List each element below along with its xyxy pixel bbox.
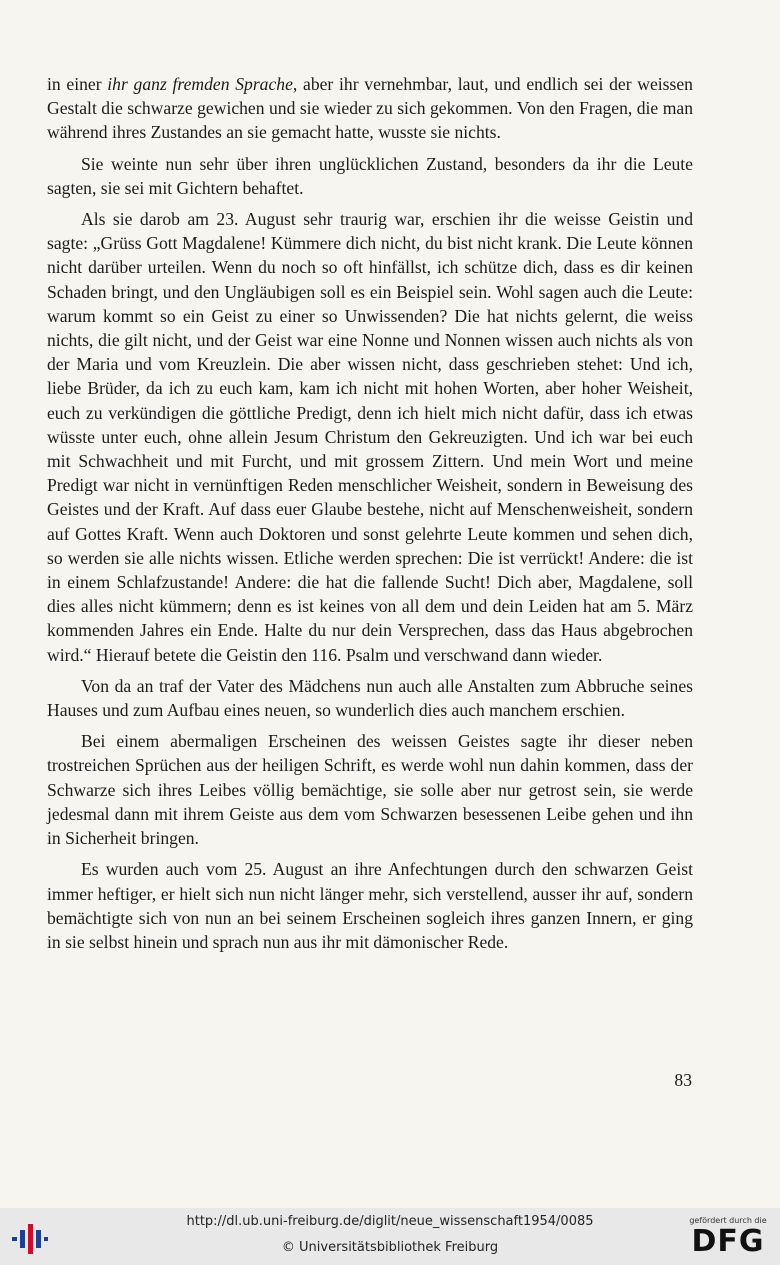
body-text [47,72,693,961]
dfg-logo [686,1216,770,1262]
paragraph-4: Von da an traf der Vater des Mädchens nun auch alle Anstalten zum Abbruche seines Hauses und zum Aufbau eines neuen, so wunderlich dies auch manchem erschien. [47,675,693,721]
copyright-text: © Universitätsbibliothek Freiburg [281,1240,499,1255]
paragraph-2: Sie weinte nun sehr über ihren unglücklichen Zustand, besonders da ihr die Leute sagten, sie sei mit Gichtern behaftet. [47,153,693,198]
paragraph-1: in einer ihr ganz fremden Sprache, aber ihr vernehmbar, laut, und endlich sei der weissen Gestalt die schwarze gewichen und sie wieder zu sich gekommen. Von den Fragen, die man während ihres Zustandes an sie gemacht hatte, wusste sie nichts. [47,74,693,143]
paragraph-5: Bei einem abermaligen Erscheinen des weissen Geistes sagte ihr dieser neben trostreichen Sprüchen aus der heiligen Schrift, es werde wohl nun dahin kommen, dass der Schwarze sich ihres Leibes völlig bemächtige, sie solle aber nur getrost sein, sie werde jedesmal dann mit ihrem Geiste aus dem vom Schwarzen besessenen Leibe gehen und ihn in Sicherheit bringen. [47,731,693,849]
footer-bar [0,1208,780,1265]
paragraph-3: Als sie darob am 23. August sehr traurig war, erschien ihr die weisse Geistin und sagte: „Grüss Gott Magdalene! Kümmere dich nicht, du bist nicht krank. Die Leute können nicht darüber urteilen. Wenn du noch so oft hinfällst, ich schütze dich, dass es dir keinen Schaden bringt, und den Ungläubigen soll es ein Beispiel sein. Wohl sagen auch die Leute: warum kommt so ein Geist zu einer so Unwissenden? Die hat nichts gelernt, die weiss nichts, die gilt nicht, und der Geist war eine Nonne und Nonnen wissen auch nichts als von der Maria und vom Kreuzlein. Die aber wissen nicht, dass geschrieben stehet: Und ich, liebe Brüder, da ich zu euch kam, kam ich nicht mit hohen Worten, aber hoher Weisheit, euch zu verkündigen die göttliche Predigt, denn ich hielt mich nicht dafür, dass ich etwas wüsste unter euch, ohne allein Jesum Christum den Gekreuzigten. Und ich war bei euch mit Schwachheit und mit Furcht, und mit grossem Zittern. Und mein Wort und meine Predigt war nicht in vernünftigen Reden menschlicher Weisheit, sondern in Beweisung des Geistes und der Kraft. Auf dass euer Glaube bestehe, nicht auf Menschenweisheit, sondern auf Gottes Kraft. Wenn auch Doktoren und sonst gelehrte Leute kommen und sehen dich, so werden sie alle nichts wissen. Etliche werden sprechen: Die ist verrückt! Andere: die ist in einem Schlafzustande! Andere: die hat die fallende Sucht! Dich aber, Magdalene, soll dies alles nicht kümmern; denn es ist keines von all dem und dein Leiden hat am 5. März kommenden Jahres ein Ende. Halte du nur dein Versprechen, dass das Haus abgebrochen wird.“ Hierauf betete die Geistin den 116. Psalm und verschwand dann wieder. [47,209,693,665]
paragraph-6: Es wurden auch vom 25. August an ihre Anfechtungen durch den schwarzen Geist immer heftiger, er hielt sich nun nicht länger mehr, sich verstellend, ausser ihr auf, sondern bemächtigte sich von nun an bei seinem Erscheinen sogleich ihres ganzen Innern, er ging in sie selbst hinein und sprach nun aus ihr mit dämonischer Rede. [47,859,693,952]
source-url-link[interactable]: http://dl.ub.uni-freiburg.de/diglit/neue_wissenschaft1954/0085 [186,1214,594,1229]
page-number: 83 [674,1070,692,1090]
dfg-funded-text: gefördert durch die [689,1216,767,1225]
italic-phrase: ihr ganz fremden Sprache [107,74,293,94]
dfg-logo-text: DFG [691,1224,765,1259]
